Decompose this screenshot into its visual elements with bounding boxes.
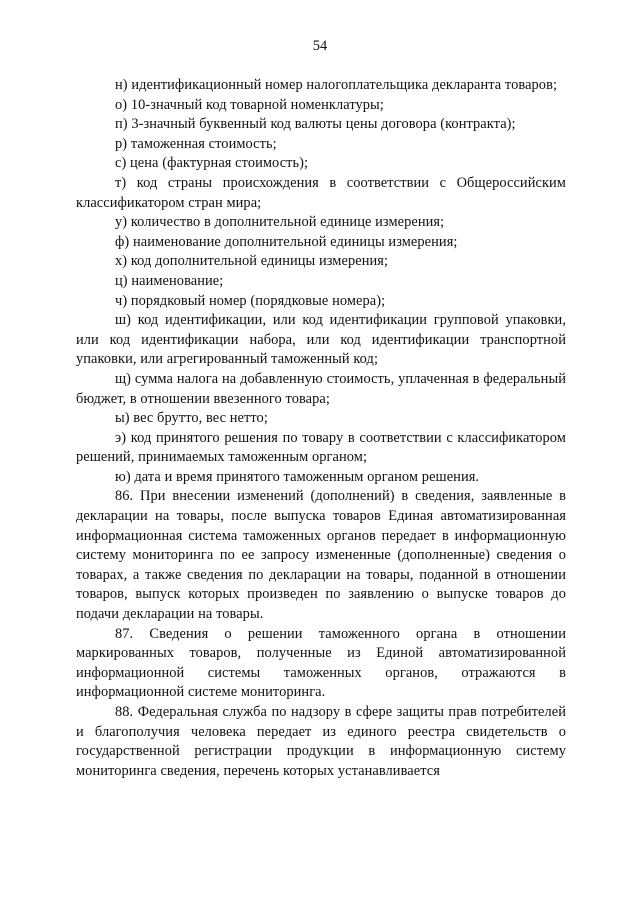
body-text — [76, 76, 566, 781]
list-item-u: у) количество в дополнительной единице измерения; — [115, 214, 445, 231]
list-item-y: ы) вес брутто, вес нетто; — [115, 410, 268, 427]
list-item-ch: ч) порядковый номер (порядковые номера); — [115, 292, 386, 309]
list-item-e: э) код принятого решения по товару в соответствии с классификатором решений, принимаемых таможенным органом; — [76, 429, 566, 466]
list-item-kh: х) код дополнительной единицы измерения; — [115, 253, 389, 270]
list-item-f: ф) наименование дополнительной единицы измерения; — [115, 233, 458, 250]
list-item-shch: щ) сумма налога на добавленную стоимость, уплаченная в федеральный бюджет, в отношении ввезенного товара; — [76, 370, 566, 407]
paragraph-86: 86. При внесении изменений (дополнений) в сведения, заявленные в декларации на товары, после выпуска товаров Единая автоматизированная информационная система таможенных органов передает в информационную систему мониторинга по ее запросу измененные (дополненные) сведения о товарах, а также сведения по декларации на товары, поданной в отношении товаров, выпуск которых произведен по заявлению о выпуске товаров до подачи декларации на товары. — [76, 488, 566, 623]
list-item-s: с) цена (фактурная стоимость); — [115, 155, 309, 172]
list-item-t: т) код страны происхождения в соответствии с Общероссийским классификатором стран мира; — [76, 174, 566, 211]
list-item-yu: ю) дата и время принятого таможенным органом решения. — [115, 468, 480, 485]
paragraph-87: 87. Сведения о решении таможенного органа в отношении маркированных товаров, полученные из Единой автоматизированной информационной системы таможенных органов, отражаются в информационной системе мониторинга. — [76, 625, 566, 701]
list-item-ts: ц) наименование; — [115, 272, 224, 289]
list-item-p: п) 3-значный буквенный код валюты цены договора (контракта); — [115, 116, 516, 133]
list-item-n: н) идентификационный номер налогоплательщика декларанта товаров; — [115, 77, 558, 93]
list-item-sh: ш) код идентификации, или код идентификации групповой упаковки, или код идентификации набора, или код идентификации транспортной упаковки, или агрегированный таможенный код; — [76, 312, 566, 368]
list-item-o: о) 10-значный код товарной номенклатуры; — [115, 96, 384, 113]
paragraph-88: 88. Федеральная служба по надзору в сфере защиты прав потребителей и благополучия человека передает из единого реестра свидетельств о государственной регистрации продукции в информационную систему мониторинга сведения, перечень которых устанавливается — [76, 704, 566, 779]
page-number: 54 — [312, 38, 328, 54]
list-item-r: р) таможенная стоимость; — [115, 135, 277, 152]
